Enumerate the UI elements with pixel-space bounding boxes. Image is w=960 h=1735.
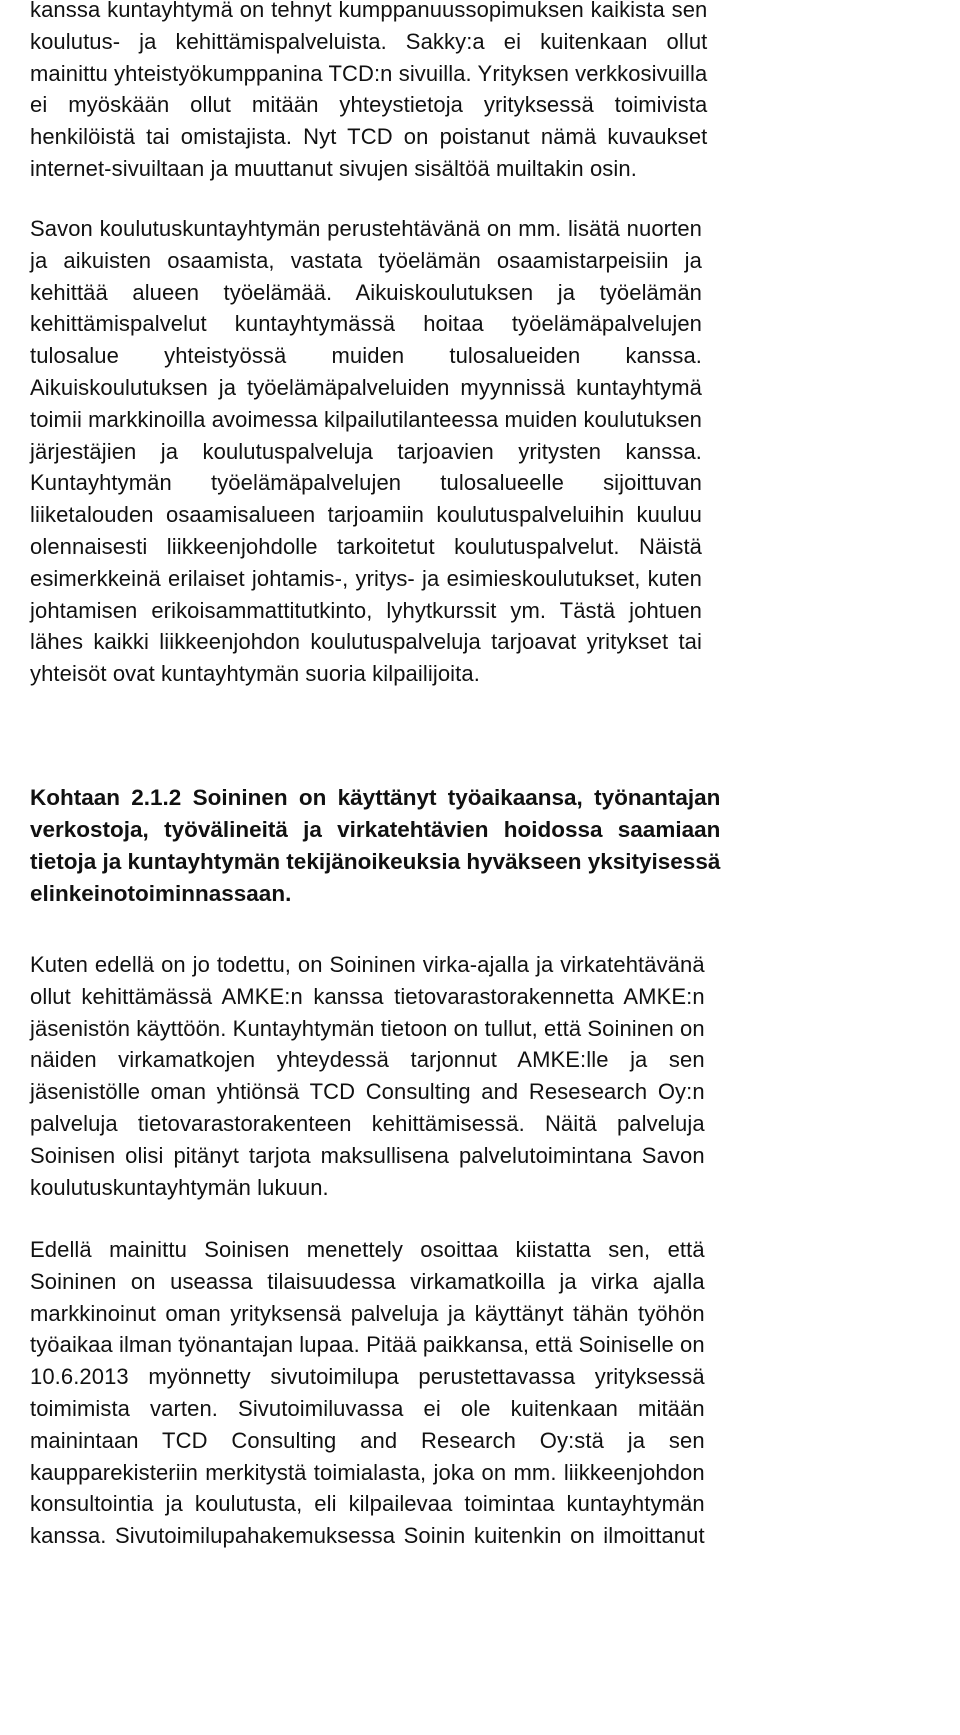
heading-line: tietoja ja kuntayhtymän tekijänoikeuksia hyväkseen yksityisessä	[30, 849, 721, 874]
text-line: toimii markkinoilla avoimessa kilpailutilanteessa muiden koulutuksen	[30, 406, 702, 432]
text-line: koulutuskuntayhtymän lukuun.	[30, 1174, 329, 1200]
text-line: ollut kehittämässä AMKE:n kanssa tietovarastorakennetta AMKE:n	[30, 983, 705, 1009]
paragraph-4	[30, 1234, 705, 1552]
paragraph-1	[30, 0, 707, 185]
text-line: lähes kaikki liikkeenjohdon koulutuspalveluja tarjoavat yritykset tai	[30, 629, 702, 655]
text-line: kehittää alueen työelämää. Aikuiskoulutuksen ja työelämän	[30, 279, 702, 305]
text-line: toimimista varten. Sivutoimiluvassa ei ole kuitenkaan mitään	[30, 1395, 705, 1421]
text-line: Soinisen olisi pitänyt tarjota maksullisena palvelutoimintana Savon	[30, 1142, 705, 1168]
text-line: näiden virkamatkojen yhteydessä tarjonnut AMKE:lle ja sen	[30, 1047, 705, 1073]
text-line: työaikaa ilman työnantajan lupaa. Pitää paikkansa, että Soiniselle on	[30, 1332, 705, 1358]
text-line: yhteisöt ovat kuntayhtymän suoria kilpailijoita.	[30, 661, 480, 687]
text-line: järjestäjien ja koulutuspalveluja tarjoavien yritysten kanssa.	[30, 438, 702, 464]
text-line: jäsenistölle oman yhtiönsä TCD Consulting and Resesearch Oy:n	[30, 1079, 705, 1105]
text-line: Kuntayhtymän työelämäpalvelujen tulosalueelle sijoittuvan	[30, 470, 702, 496]
text-line: Savon koulutuskuntayhtymän perustehtävänä on mm. lisätä nuorten	[30, 216, 702, 241]
text-line: henkilöistä tai omistajista. Nyt TCD on poistanut nämä kuvaukset	[30, 124, 708, 150]
text-line: kanssa. Sivutoimilupahakemuksessa Soinin kuitenkin on ilmoittanut	[30, 1523, 705, 1549]
text-line: liiketalouden osaamisalueen tarjoamiin koulutuspalveluihin kuuluu	[30, 502, 702, 528]
section-heading	[30, 782, 720, 910]
text-line: kehittämispalvelut kuntayhtymässä hoitaa työelämäpalvelujen	[30, 311, 702, 337]
text-line: olennaisesti liikkeenjohdolle tarkoitetut koulutuspalvelut. Näistä	[30, 533, 702, 559]
text-line: tulosalue yhteistyössä muiden tulosalueiden kanssa.	[30, 343, 702, 369]
text-line: Soininen on useassa tilaisuudessa virkamatkoilla ja virka ajalla	[30, 1268, 705, 1294]
text-line: markkinoinut oman yrityksensä palveluja ja käyttänyt tähän työhön	[30, 1300, 705, 1326]
text-line: ei myöskään ollut mitään yhteystietoja yrityksessä toimivista	[30, 92, 708, 118]
heading-line: Kohtaan 2.1.2 Soininen on käyttänyt työaikaansa, työnantajan	[30, 785, 721, 810]
text-line: Kuten edellä on jo todettu, on Soininen virka-ajalla ja virkatehtävänä	[30, 952, 705, 977]
paragraph-3	[30, 949, 705, 1203]
heading-line: verkostoja, työvälineitä ja virkatehtävien hoidossa saamiaan	[30, 817, 721, 842]
text-line: mainittu yhteistyökumppanina TCD:n sivuilla. Yrityksen verkkosivuilla	[30, 60, 708, 86]
text-line: johtamisen erikoisammattitutkinto, lyhytkurssit ym. Tästä johtuen	[30, 597, 702, 623]
text-line: mainintaan TCD Consulting and Research Oy:stä ja sen	[30, 1427, 705, 1453]
text-line: kaupparekisteriin merkitystä toimialasta, joka on mm. liikkeenjohdon	[30, 1459, 705, 1485]
text-line: esimerkkeinä erilaiset johtamis-, yritys- ja esimieskoulutukset, kuten	[30, 565, 702, 591]
text-line: kanssa kuntayhtymä on tehnyt kumppanuussopimuksen kaikista sen	[30, 0, 708, 22]
text-line: ja aikuisten osaamista, vastata työelämän osaamistarpeisiin ja	[30, 247, 702, 273]
text-line: internet-sivuiltaan ja muuttanut sivujen sisältöä muiltakin osin.	[30, 155, 637, 181]
text-line: jäsenistön käyttöön. Kuntayhtymän tietoon on tullut, että Soininen on	[30, 1015, 705, 1041]
text-line: Aikuiskoulutuksen ja työelämäpalveluiden myynnissä kuntayhtymä	[30, 374, 702, 400]
heading-line: elinkeinotoiminnassaan.	[30, 881, 292, 906]
text-line: konsultointia ja koulutusta, eli kilpailevaa toimintaa kuntayhtymän	[30, 1491, 705, 1517]
text-line: koulutus- ja kehittämispalveluista. Sakky:a ei kuitenkaan ollut	[30, 28, 708, 54]
text-line: 10.6.2013 myönnetty sivutoimilupa perustettavassa yrityksessä	[30, 1364, 705, 1390]
text-line: Edellä mainittu Soinisen menettely osoittaa kiistatta sen, että	[30, 1237, 705, 1262]
text-line: palveluja tietovarastorakenteen kehittämisessä. Näitä palveluja	[30, 1110, 705, 1136]
paragraph-2	[30, 213, 702, 690]
